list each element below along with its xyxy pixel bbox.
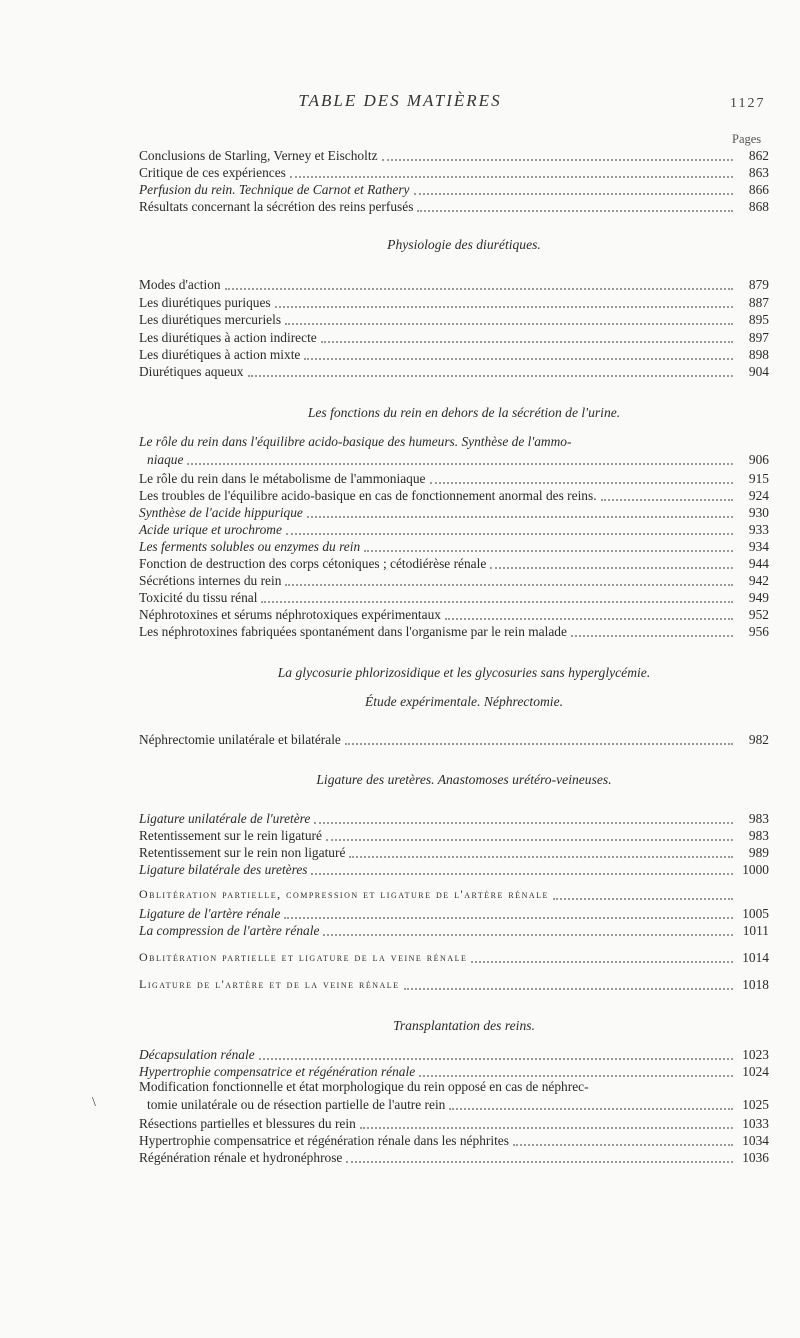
dot-leader xyxy=(323,933,733,936)
toc-entry-page: 906 xyxy=(748,452,769,467)
toc-entry-title: Toxicité du tissu rénal xyxy=(139,590,258,605)
dot-leader xyxy=(364,549,733,552)
dot-leader xyxy=(275,305,733,308)
toc-entry-title: Les néphrotoxines fabriquées spontanément dans l'organisme par le rein malade xyxy=(139,624,567,639)
toc-entry[interactable] xyxy=(139,1131,769,1149)
dot-leader xyxy=(513,1143,733,1146)
dot-leader xyxy=(349,855,733,858)
toc-entry[interactable] xyxy=(139,860,769,878)
dot-leader xyxy=(490,566,733,569)
toc-entry-title-line2: niaque xyxy=(147,452,184,467)
toc-entry[interactable] xyxy=(139,622,769,640)
toc-entry[interactable] xyxy=(139,554,769,572)
toc-entry-title: Acide urique et urochrome xyxy=(139,522,282,537)
toc-entry-title-line1: Modification fonctionnelle et état morphologique du rein opposé en cas de néphrec- xyxy=(139,1079,589,1094)
toc-entry-page: 1018 xyxy=(742,977,769,992)
toc-entry-title: Ligature de l'artère et de la veine rénale xyxy=(139,977,400,991)
margin-mark: \ xyxy=(92,1095,96,1110)
toc-entry-page: 930 xyxy=(748,505,769,520)
toc-entry-page: 915 xyxy=(748,471,769,486)
toc-entry-title: Sécrétions internes du rein xyxy=(139,573,282,588)
toc-entry-wrapped[interactable] xyxy=(139,1078,769,1113)
toc-entry[interactable] xyxy=(139,948,769,966)
dot-leader xyxy=(285,322,733,325)
toc-entry[interactable] xyxy=(139,843,769,861)
toc-entry[interactable] xyxy=(139,163,769,181)
toc-entry-page: 983 xyxy=(748,828,769,843)
toc-entry-title: Retentissement sur le rein ligaturé xyxy=(139,828,322,843)
toc-entry-page: 862 xyxy=(748,148,769,163)
toc-entry-page: 982 xyxy=(748,732,769,747)
toc-entry-page: 989 xyxy=(748,845,769,860)
dot-leader xyxy=(261,600,733,603)
toc-entry[interactable] xyxy=(139,275,769,293)
toc-entry[interactable] xyxy=(139,975,769,993)
dot-leader xyxy=(601,498,733,501)
toc-entry-page: 1033 xyxy=(742,1116,769,1131)
dot-leader xyxy=(248,374,734,377)
toc-entry[interactable] xyxy=(139,921,769,939)
toc-entry-title: Diurétiques aqueux xyxy=(139,364,244,379)
toc-entry-title: La compression de l'artère rénale xyxy=(139,923,320,938)
toc-entry[interactable] xyxy=(139,310,769,328)
toc-entry[interactable] xyxy=(139,1114,769,1132)
toc-entry-title: Les diurétiques à action indirecte xyxy=(139,330,317,345)
toc-entry-page: 933 xyxy=(748,522,769,537)
toc-entry-page: 1036 xyxy=(742,1150,769,1165)
dot-leader xyxy=(471,960,733,963)
toc-entry-page: 983 xyxy=(748,811,769,826)
dot-leader xyxy=(290,175,733,178)
toc-entry[interactable] xyxy=(139,469,769,487)
dot-leader xyxy=(571,634,733,637)
toc-entry-title: Ligature bilatérale des uretères xyxy=(139,862,308,877)
toc-entry-title: Les diurétiques à action mixte xyxy=(139,347,301,362)
toc-entry-title: Hypertrophie compensatrice et régénération rénale xyxy=(139,1064,416,1079)
toc-entry-page: 956 xyxy=(748,624,769,639)
toc-entry-page: 866 xyxy=(748,182,769,197)
dot-leader xyxy=(285,583,733,586)
dot-leader xyxy=(314,821,733,824)
toc-entry-title: Modes d'action xyxy=(139,277,221,292)
section-heading: La glycosurie phlorizosidique et les glycosuries sans hyperglycémie. xyxy=(277,665,651,680)
toc-entry-page: 904 xyxy=(748,364,769,379)
dot-leader xyxy=(187,462,733,465)
dot-leader xyxy=(346,1160,733,1163)
toc-entry-title: Le rôle du rein dans le métabolisme de l'ammoniaque xyxy=(139,471,426,486)
toc-entry-page: 887 xyxy=(748,295,769,310)
dot-leader xyxy=(321,340,733,343)
section-heading: Étude expérimentale. Néphrectomie. xyxy=(364,694,564,709)
toc-entry-page: 1014 xyxy=(742,950,769,965)
dot-leader xyxy=(419,1074,733,1077)
toc-entry-title: Critique de ces expériences xyxy=(139,165,286,180)
toc-entry-page: 1011 xyxy=(742,923,769,938)
toc-entry-title: Ligature de l'artère rénale xyxy=(139,906,281,921)
toc-entry-page: 942 xyxy=(748,573,769,588)
toc-entry[interactable] xyxy=(139,885,769,903)
toc-entry-page: 863 xyxy=(748,165,769,180)
section-heading: Transplantation des reins. xyxy=(393,1018,535,1033)
dot-leader xyxy=(417,209,733,212)
section-heading: Physiologie des diurétiques. xyxy=(387,237,541,252)
dot-leader xyxy=(360,1126,733,1129)
toc-entry-title: Régénération rénale et hydronéphrose xyxy=(139,1150,343,1165)
toc-entry-title: Les diurétiques mercuriels xyxy=(139,312,282,327)
toc-entry[interactable] xyxy=(139,605,769,623)
dot-leader xyxy=(304,357,733,360)
toc-entry[interactable] xyxy=(139,345,769,363)
toc-entry-page: 897 xyxy=(748,330,769,345)
page-number: 1127 xyxy=(730,96,766,111)
toc-entry-title-line2: tomie unilatérale ou de résection partielle de l'autre rein xyxy=(147,1097,446,1112)
toc-entry-title: Décapsulation rénale xyxy=(139,1047,255,1062)
toc-entry[interactable] xyxy=(139,362,769,380)
toc-entry-title: Conclusions de Starling, Verney et Eischoltz xyxy=(139,148,378,163)
table-of-contents xyxy=(139,0,769,1338)
dot-leader xyxy=(414,192,733,195)
pages-column-label: Pages xyxy=(732,132,762,146)
toc-entry-title: Résultats concernant la sécrétion des reins perfusés xyxy=(139,199,414,214)
toc-entry-title: Les troubles de l'équilibre acido-basique en cas de fonctionnement anormal des reins. xyxy=(139,488,597,503)
toc-entry-title: Oblitération partielle, compression et ligature de l'artère rénale xyxy=(139,887,549,901)
dot-leader xyxy=(286,532,733,535)
dot-leader xyxy=(445,617,733,620)
toc-entry[interactable] xyxy=(139,537,769,555)
toc-entry-title: Les ferments solubles ou enzymes du rein xyxy=(139,539,361,554)
toc-entry-page: 1000 xyxy=(742,862,769,877)
toc-entry[interactable] xyxy=(139,197,769,215)
toc-entry[interactable] xyxy=(139,809,769,827)
dot-leader xyxy=(311,872,733,875)
dot-leader xyxy=(284,916,733,919)
dot-leader xyxy=(307,515,733,518)
toc-entry[interactable] xyxy=(139,1148,769,1166)
toc-entry-title: Perfusion du rein. Technique de Carnot et Rathery xyxy=(139,182,410,197)
toc-entry-page: 868 xyxy=(748,199,769,214)
toc-entry-page: 1005 xyxy=(742,906,769,921)
toc-entry-page: 934 xyxy=(748,539,769,554)
toc-entry[interactable] xyxy=(139,904,769,922)
dot-leader xyxy=(553,897,733,900)
toc-entry[interactable] xyxy=(139,520,769,538)
toc-entry-title: Ligature unilatérale de l'uretère xyxy=(139,811,311,826)
toc-entry-page: 949 xyxy=(748,590,769,605)
toc-entry-wrapped[interactable] xyxy=(139,433,769,468)
toc-entry-title: Hypertrophie compensatrice et régénération rénale dans les néphrites xyxy=(139,1133,509,1148)
toc-entry[interactable] xyxy=(139,588,769,606)
dot-leader xyxy=(326,838,733,841)
dot-leader xyxy=(382,158,733,161)
toc-entry-page: 944 xyxy=(748,556,769,571)
toc-entry[interactable] xyxy=(139,486,769,504)
toc-entry-title: Oblitération partielle et ligature de la veine rénale xyxy=(139,950,468,964)
toc-entry-page: 1024 xyxy=(742,1064,769,1079)
toc-entry[interactable] xyxy=(139,293,769,311)
toc-entry-page: 952 xyxy=(748,607,769,622)
toc-entry-page: 1025 xyxy=(742,1097,769,1112)
toc-entry[interactable] xyxy=(139,1045,769,1063)
toc-entry-page: 924 xyxy=(748,488,769,503)
toc-entry[interactable] xyxy=(139,730,769,748)
section-heading: Les fonctions du rein en dehors de la sécrétion de l'urine. xyxy=(307,405,621,420)
dot-leader xyxy=(345,742,733,745)
toc-entry-title: Résections partielles et blessures du rein xyxy=(139,1116,356,1131)
dot-leader xyxy=(430,481,734,484)
toc-entry-title: Néphrotoxines et sérums néphrotoxiques expérimentaux xyxy=(139,607,441,622)
toc-entry-title: Fonction de destruction des corps cétoniques ; cétodiérèse rénale xyxy=(139,556,487,571)
toc-entry[interactable] xyxy=(139,571,769,589)
dot-leader xyxy=(259,1057,733,1060)
running-title: TABLE DES MATIÈRES xyxy=(298,91,502,110)
toc-entry-page: 879 xyxy=(748,277,769,292)
toc-entry-page: 1034 xyxy=(742,1133,769,1148)
toc-entry-title: Synthèse de l'acide hippurique xyxy=(139,505,303,520)
dot-leader xyxy=(225,287,733,290)
toc-entry-title-line1: Le rôle du rein dans l'équilibre acido-basique des humeurs. Synthèse de l'ammo- xyxy=(139,434,572,449)
toc-entry-title: Néphrectomie unilatérale et bilatérale xyxy=(139,732,341,747)
toc-entry-title: Les diurétiques puriques xyxy=(139,295,271,310)
dot-leader xyxy=(404,987,733,990)
toc-entry[interactable] xyxy=(139,180,769,198)
dot-leader xyxy=(449,1107,733,1110)
toc-entry[interactable] xyxy=(139,826,769,844)
section-heading: Ligature des uretères. Anastomoses urétéro-veineuses. xyxy=(316,772,612,787)
toc-entry[interactable] xyxy=(139,146,769,164)
toc-entry-page: 895 xyxy=(748,312,769,327)
toc-entry[interactable] xyxy=(139,328,769,346)
toc-entry-title: Retentissement sur le rein non ligaturé xyxy=(139,845,346,860)
toc-entry[interactable] xyxy=(139,503,769,521)
toc-entry-page: 898 xyxy=(748,347,769,362)
toc-entry-page: 1023 xyxy=(742,1047,769,1062)
